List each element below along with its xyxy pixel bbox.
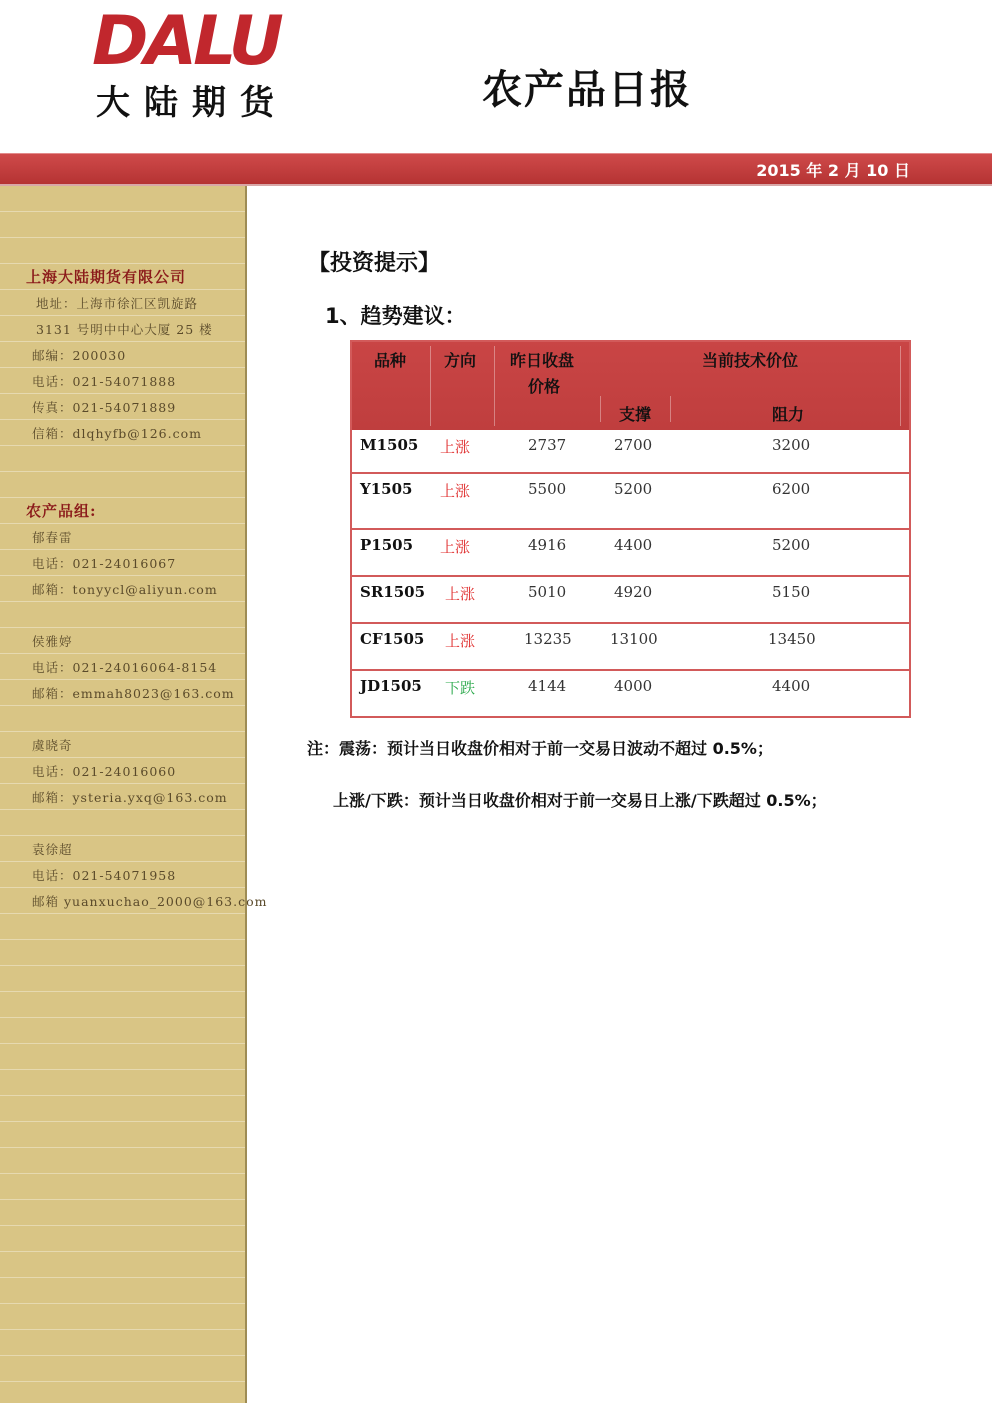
header-prev-close-2: 价格 [528,377,561,396]
trend-advice-title: 1、趋势建议： [325,304,466,328]
row-resistance: 5150 [772,583,811,601]
contact-name: 侯雅婷 [32,634,73,649]
company-logo [92,2,314,124]
contact-sidebar [0,186,268,1403]
row-direction: 上涨 [445,585,476,603]
row-code: Y1505 [360,480,413,498]
row-direction: 上涨 [440,538,471,556]
contact-email: 邮箱：ysteria.yxq@163.com [32,790,228,805]
table-row [352,624,909,671]
note-range: 注：震荡：预计当日收盘价相对于前一交易日波动不超过 0.5%； [307,739,773,758]
row-prev-close: 2737 [528,436,567,454]
group-title: 农产品组: [26,502,97,520]
row-direction: 上涨 [445,632,476,650]
row-direction: 上涨 [440,482,471,500]
row-code: JD1505 [360,677,422,695]
row-prev-close: 4916 [528,536,567,554]
table-row [352,474,909,530]
row-support: 2700 [614,436,653,454]
contact-name: 虞晓奇 [32,738,73,753]
table-row [352,671,909,716]
row-support: 4400 [614,536,653,554]
row-direction: 下跌 [445,679,476,697]
row-resistance: 6200 [772,480,811,498]
row-code: M1505 [360,436,419,454]
row-resistance: 13450 [768,630,816,648]
contact-phone: 电话：021-24016067 [32,556,177,571]
table-header [352,342,909,430]
contact-email: 邮箱：tonyycl@aliyun.com [32,582,218,597]
contact-name: 郁春雷 [32,530,73,545]
table-row [352,530,909,577]
row-prev-close: 5500 [528,480,567,498]
row-support: 5200 [614,480,653,498]
contact-phone: 电话：021-24016060 [32,764,177,779]
address-line-2: 3131 号明中中心大厦 25 楼 [36,322,213,337]
header-resistance: 阻力 [772,405,805,424]
report-title: 农产品日报 [482,67,692,113]
report-date: 2015 年 2 月 10 日 [756,161,910,180]
address-line-1: 地址：上海市徐汇区凯旋路 [36,296,199,311]
row-prev-close: 5010 [528,583,567,601]
header-support: 支撑 [619,405,652,424]
row-code: P1505 [360,536,414,554]
header-variety: 品种 [374,351,407,370]
row-prev-close: 13235 [524,630,572,648]
company-fax: 传真：021-54071889 [32,400,177,415]
section-title: 【投资提示】 [308,251,441,276]
row-direction: 上涨 [440,438,471,456]
header-direction: 方向 [444,351,477,370]
row-support: 4920 [614,583,653,601]
row-resistance: 5200 [772,536,811,554]
row-resistance: 3200 [772,436,811,454]
trend-table [350,340,911,718]
row-code: CF1505 [360,630,425,648]
contact-phone: 电话：021-24016064-8154 [32,660,218,675]
postcode: 邮编：200030 [32,348,127,363]
contact-name: 袁徐超 [32,842,73,857]
header-tech-level: 当前技术价位 [702,351,799,370]
row-resistance: 4400 [772,677,811,695]
date-banner [0,153,992,186]
company-phone: 电话：021-54071888 [32,374,177,389]
contact-email: 邮箱 yuanxuchao_2000@163.com [32,894,268,909]
company-email: 信箱：dlqhyfb@126.com [32,426,202,441]
table-row [352,430,909,474]
contact-phone: 电话：021-54071958 [32,868,177,883]
contact-email: 邮箱：emmah8023@163.com [32,686,235,701]
company-name: 上海大陆期货有限公司 [26,268,187,286]
row-support: 4000 [614,677,653,695]
table-row [352,577,909,624]
logo-subtitle: 大陆期货 [96,83,288,123]
row-code: SR1505 [360,583,426,601]
note-up-down: 上涨/下跌：预计当日收盘价相对于前一交易日上涨/下跌超过 0.5%； [333,791,827,810]
row-support: 13100 [610,630,658,648]
header-prev-close: 昨日收盘 [510,351,575,370]
row-prev-close: 4144 [528,677,567,695]
logo-letters: DALU [92,2,280,81]
